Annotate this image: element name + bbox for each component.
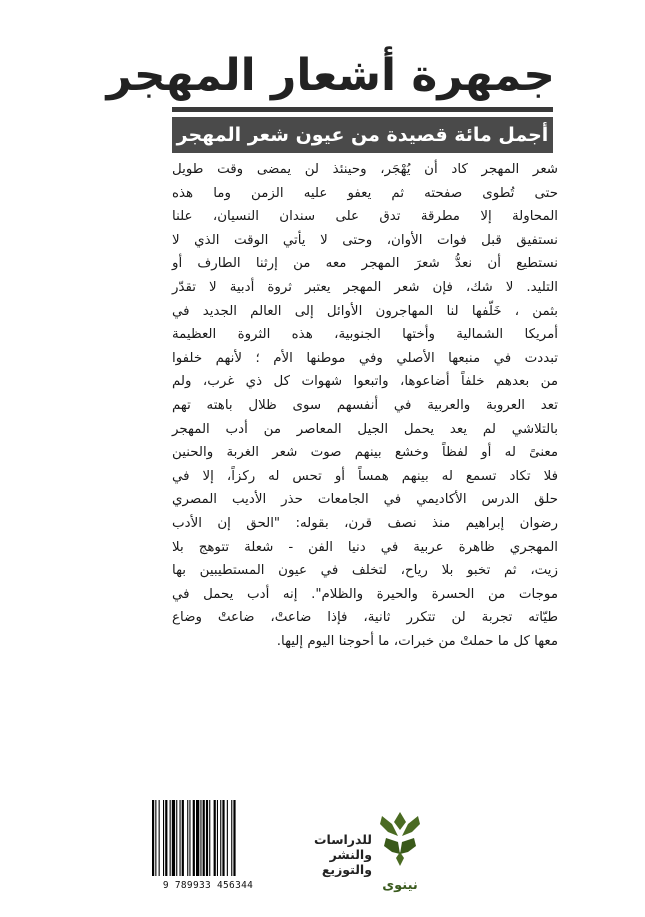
- barcode-bar: [152, 800, 154, 876]
- blurb-line: حتى تُطوى صفحته ثم يعفو عليه الزمن وما هذه: [172, 185, 558, 201]
- barcode-bar: [165, 800, 167, 876]
- blurb-line: بثمن ، خَلّفها لنا المهاجرون الأوائل إلى العالم الجديد في: [172, 303, 558, 319]
- barcode-bar: [155, 800, 156, 876]
- barcode-bar: [227, 800, 228, 876]
- blurb-line: تعد العروبة والعربية في أنفسهم سوى ظلال باهته تهم: [172, 397, 558, 413]
- barcode-bar: [182, 800, 184, 876]
- subtitle-banner: [172, 117, 553, 153]
- barcode-bar: [180, 800, 181, 876]
- barcode-bar: [231, 800, 232, 876]
- barcode-bar: [172, 800, 175, 876]
- barcode-bar: [214, 800, 216, 876]
- barcode-bar: [220, 800, 221, 876]
- publisher-tagline: [302, 832, 372, 877]
- ninawa-publisher-logo-icon: [372, 808, 428, 882]
- blurb-line: بالتلاشي لم يعد يحمل الجيل المعاصر من أدب المهجر: [172, 421, 558, 437]
- isbn-number: 9 789933 456344: [162, 880, 254, 891]
- barcode-bar: [200, 800, 201, 876]
- blurb-line: التليد. لا شك، فإن شعر المهجر يعتبر ثروة أدبية لا تقدّر: [172, 279, 558, 295]
- barcode-bar: [203, 800, 205, 876]
- back-cover-blurb: [172, 158, 558, 653]
- banner-divider: [172, 107, 553, 112]
- book-subtitle: أجمل مائة قصيدة من عيون شعر المهجر: [176, 124, 549, 146]
- barcode-bar: [189, 800, 190, 876]
- barcode-bar: [159, 800, 160, 876]
- blurb-line: شعر المهجر كاد أن يُهْجَر، وحينئذ لن يمضى وقت طويل: [172, 162, 558, 177]
- blurb-line: تبددت في منبعها الأصلي وفي موطنها الأم ؛ لأنهم خلفوا: [172, 350, 558, 366]
- blurb-line: رضوان إبراهيم منذ نصف قرن، بقوله: "الحق إن الأدب: [172, 515, 558, 531]
- blurb-line: نستطيع أن نعدُّ شعرَ المهجر معه من إرثنا الطارف أو: [172, 256, 558, 272]
- barcode-bar: [206, 800, 208, 876]
- blurb-line: معها كل ما حملتْ من خبرات، ما أحوجنا اليوم إليها.: [276, 633, 558, 649]
- barcode-bar: [217, 800, 218, 876]
- barcode-bar: [170, 800, 171, 876]
- barcode-bar: [163, 800, 164, 876]
- blurb-line: المحاولة إلا مطرقة تدق على سندان النسيان، علنا: [172, 209, 558, 225]
- barcode-bar: [193, 800, 195, 876]
- blurb-line: معنىً له أو لفظاً وخشع بينهم صوت شعر الغربة والحنين: [172, 445, 558, 461]
- blurb-line: حلق الدرس الأكاديمي في الجامعات حذر الأديب المصري: [172, 492, 558, 508]
- blurb-line: نستفيق قبل فوات الأوان، وحتى لا يأتي الوقت الذي لا: [172, 232, 558, 248]
- blurb-line: طيّاته تجربة لن تتكرر ثانية، فإذا ضاعتْ، ضاعتْ وضاع: [172, 610, 558, 626]
- blurb-line: من بعدهم خلفاً أضاعوها، واتبعوا شهوات كل ذي غرب، ولم: [172, 374, 558, 390]
- blurb-line: زيت، ثم تخبو بلا رياح، لتخلف في عيون المستطيبين بها: [172, 563, 558, 579]
- barcode-bar: [176, 800, 177, 876]
- barcode-bar: [222, 800, 224, 876]
- blurb-line: المهجري ظاهرة عربية في دنيا الفن - شعلة تتوهج بلا: [172, 539, 558, 555]
- book-title: جمهرة أشعار المهجر: [106, 50, 555, 101]
- publisher-tagline-line3: والتوزيع: [321, 862, 372, 877]
- publisher-tagline-line1: للدراسات: [313, 832, 372, 847]
- blurb-line: أمريكا الشمالية وأختها الجنوبية، هذه الثروة العظيمة: [172, 327, 558, 343]
- barcode-bar: [196, 800, 199, 876]
- barcode-bar: [233, 800, 235, 876]
- blurb-line: فلا تكاد تسمع له بينهم همساً أو تحس له ركزاً، إلا في: [172, 468, 558, 484]
- barcode-bar: [187, 800, 188, 876]
- blurb-line: موجات من الحسرة والحيرة والظلام". إنه أدب يحمل في: [172, 586, 558, 602]
- publisher-tagline-line2: والنشر: [329, 847, 372, 862]
- barcode-bar: [209, 800, 210, 876]
- publisher-name: نينوى: [382, 878, 418, 893]
